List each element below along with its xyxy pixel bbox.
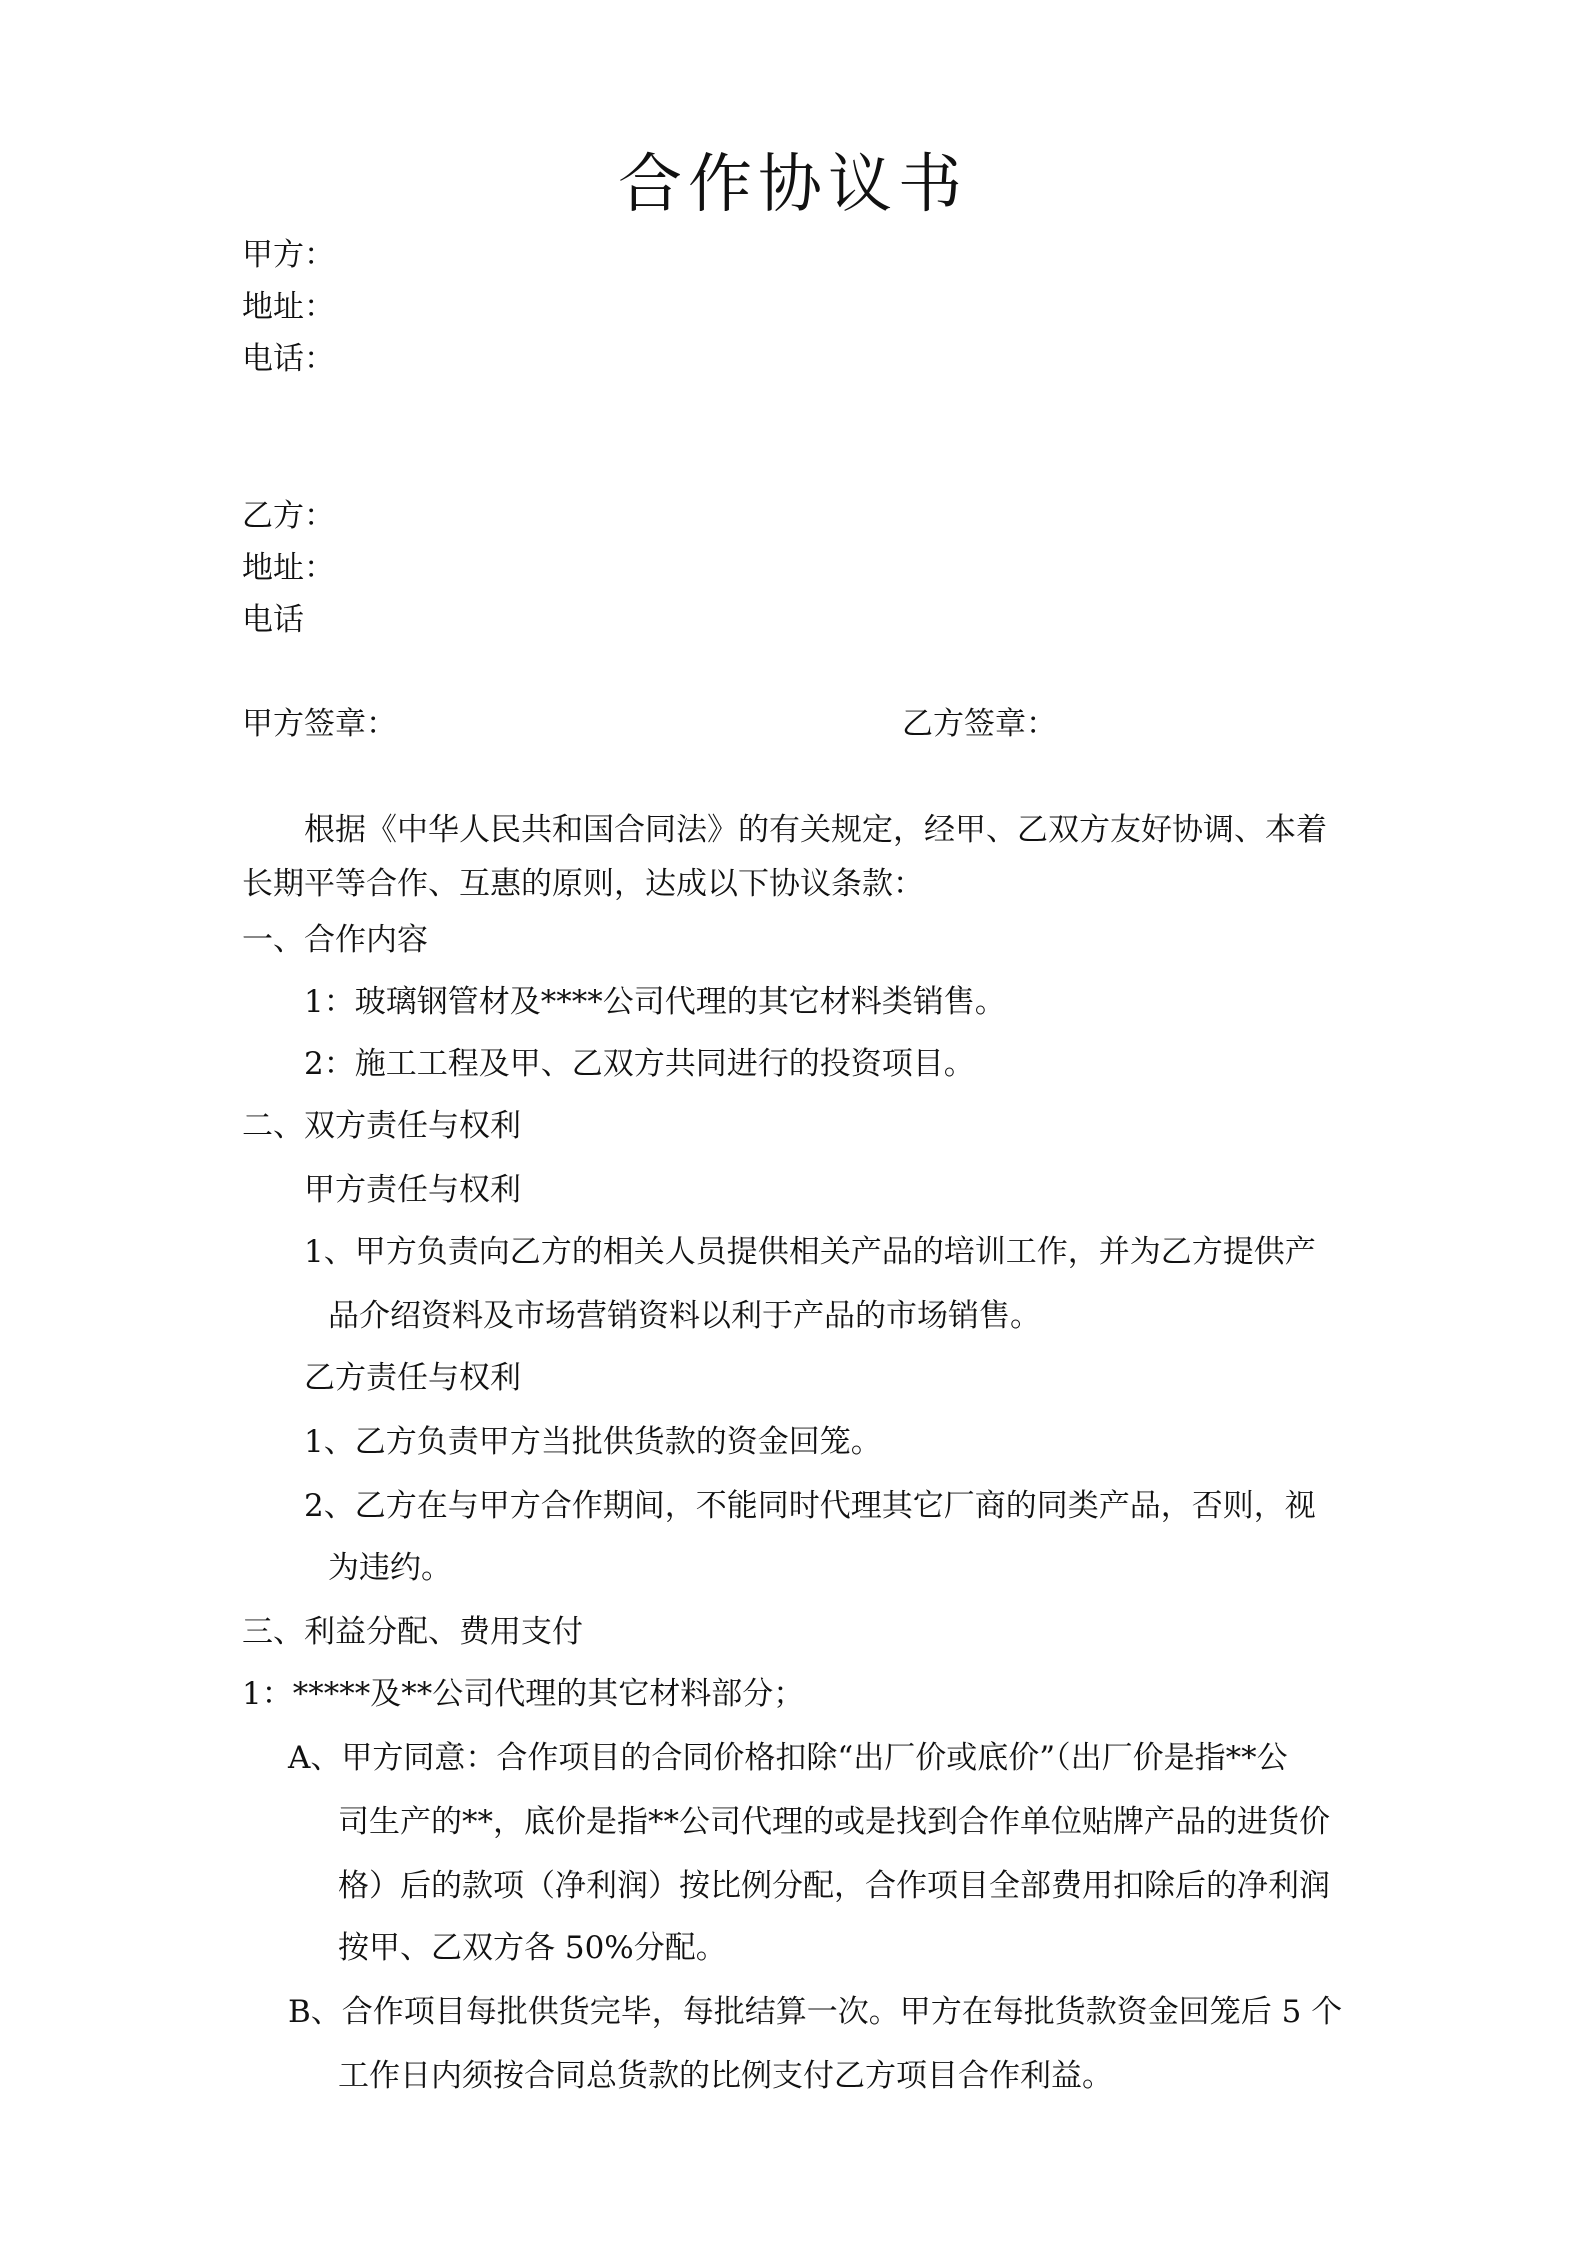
section-3-heading: 三、利益分配、费用支付 (242, 1614, 583, 1650)
party-b-name-label: 乙方： (242, 498, 335, 534)
clause-b-line-1: B、合作项目每批供货完毕，每批结算一次。甲方在每批货款资金回笼后 5 个 (288, 1994, 1343, 2030)
clause-b-line-2: 工作日内须按合同总货款的比例支付乙方项目合作利益。 (338, 2058, 1113, 2094)
clause-a-line-2: 司生产的**，底价是指**公司代理的或是找到合作单位贴牌产品的进货价 (338, 1804, 1330, 1840)
party-a-phone-label: 电话： (242, 341, 335, 377)
section-2-heading: 二、双方责任与权利 (242, 1108, 521, 1144)
party-b-duty-1: 1、乙方负责甲方当批供货款的资金回笼。 (304, 1424, 882, 1460)
party-b-duties-heading: 乙方责任与权利 (304, 1360, 521, 1396)
section-1-item-2: 2：施工工程及甲、乙双方共同进行的投资项目。 (304, 1046, 975, 1082)
clause-a-line-3: 格）后的款项（净利润）按比例分配，合作项目全部费用扣除后的净利润 (338, 1868, 1330, 1904)
party-a-duties-heading: 甲方责任与权利 (304, 1172, 521, 1208)
document-title: 合作协议书 (618, 148, 968, 222)
party-b-duty-2-line-1: 2、乙方在与甲方合作期间，不能同时代理其它厂商的同类产品，否则，视 (304, 1488, 1316, 1524)
party-a-duty-1-line-2: 品介绍资料及市场营销资料以利于产品的市场销售。 (328, 1298, 1041, 1334)
clause-a-line-1: A、甲方同意：合作项目的合同价格扣除“出厂价或底价”（出厂价是指**公 (288, 1740, 1288, 1776)
party-a-duty-1-line-1: 1、甲方负责向乙方的相关人员提供相关产品的培训工作，并为乙方提供产 (304, 1234, 1316, 1270)
section-1-heading: 一、合作内容 (242, 922, 428, 958)
party-b-phone-label: 电话 (242, 602, 304, 638)
party-a-address-label: 地址： (242, 289, 335, 325)
clause-a-line-4: 按甲、乙双方各 50%分配。 (338, 1930, 727, 1966)
party-b-address-label: 地址： (242, 550, 335, 586)
party-b-signature-label: 乙方签章： (902, 706, 1057, 742)
party-a-name-label: 甲方： (242, 237, 335, 273)
preamble-line-1: 根据《中华人民共和国合同法》的有关规定，经甲、乙双方友好协调、本着 (304, 812, 1327, 848)
preamble-line-2: 长期平等合作、互惠的原则，达成以下协议条款： (242, 866, 924, 902)
section-3-sub-1: 1：*****及**公司代理的其它材料部分； (242, 1676, 805, 1712)
party-b-duty-2-line-2: 为违约。 (328, 1550, 452, 1586)
section-1-item-1: 1：玻璃钢管材及****公司代理的其它材料类销售。 (304, 984, 1006, 1020)
party-a-signature-label: 甲方签章： (242, 706, 397, 742)
